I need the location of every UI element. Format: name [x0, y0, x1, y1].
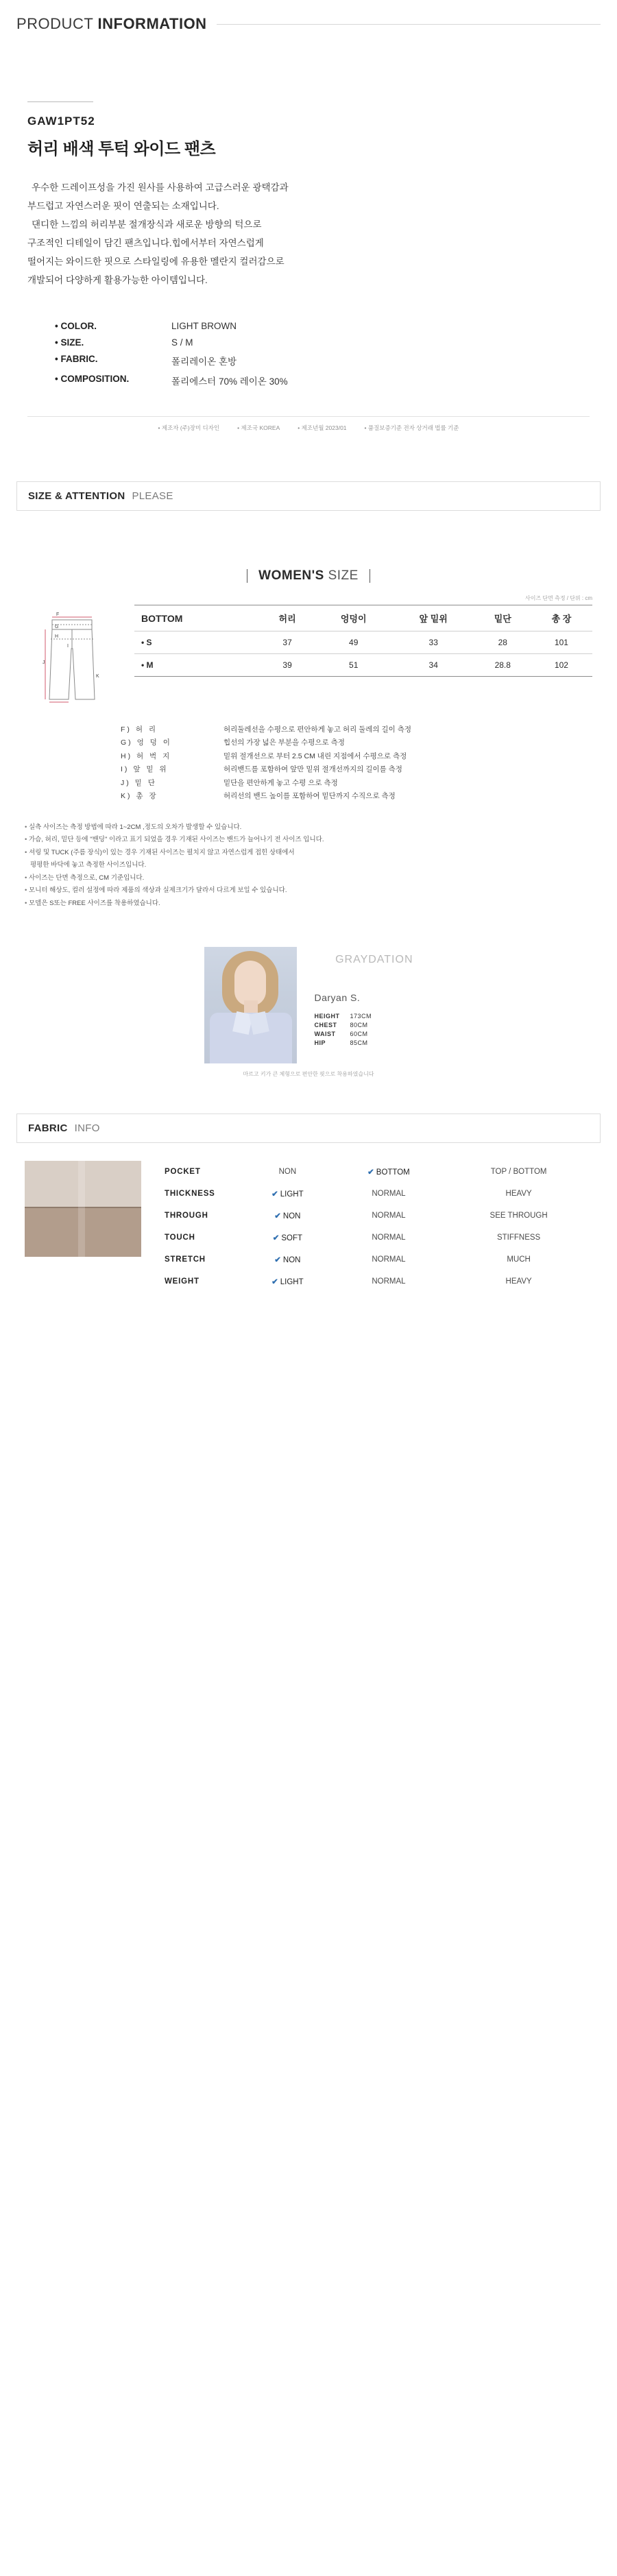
product-title: 허리 배색 투턱 와이드 팬츠 [27, 140, 216, 158]
model-info-block [0, 947, 617, 1078]
spec-key: • FABRIC. [55, 354, 171, 368]
spec-key: • COLOR. [55, 321, 171, 331]
measure-desc: 밑위 절개선으로 부터 2.5 CM 내린 지점에서 수평으로 측정 [223, 751, 407, 760]
legal-item: • 품질보증기준 전자 상거래 법률 기준 [365, 424, 459, 432]
size-cell: 49 [315, 631, 392, 654]
section-title-bold-part: PRODUCT [16, 15, 98, 32]
fabric-option: ✔ LIGHT [271, 1190, 304, 1199]
fabric-section-title: FABRIC [28, 1122, 68, 1135]
note-item: • 가슴, 허리, 밑단 등에 "밴딩" 이라고 표기 되었을 경우 기재된 사이즈는 밴드가 늘어나기 전 사이즈 입니다. [25, 834, 592, 847]
fabric-section [0, 1114, 617, 1292]
table-row [134, 631, 592, 654]
note-item: • 모니터 해상도, 컬러 설정에 따라 제품의 색상과 실제크기가 달라서 다르게 보일 수 있습니다. [25, 884, 592, 898]
heading-bold: WOMEN'S [258, 568, 324, 583]
model-name: Daryan S. [314, 992, 361, 1004]
spec-value: S / M [171, 337, 193, 348]
manufacturing-legal-info [27, 416, 590, 432]
size-table-header-row [134, 605, 592, 631]
model-stat-value: 80CM [350, 1022, 368, 1029]
model-photo [204, 947, 297, 1063]
fabric-option: NORMAL [372, 1190, 406, 1199]
fabric-option: STIFFNESS [496, 1233, 541, 1242]
description-line: 떨어지는 와이드한 핏으로 스타일링에 유용한 멜란지 컬러감으로 [27, 256, 285, 267]
size-cell: 51 [315, 654, 392, 677]
fabric-option: NORMAL [372, 1233, 406, 1242]
size-cell: 39 [259, 654, 315, 677]
swatch-fold-highlight [78, 1161, 85, 1257]
description-line: 우수한 드레이프성을 가진 원사를 사용하여 고급스러운 광택감과 [32, 182, 289, 193]
legal-item: • 제조년월 2023/01 [298, 424, 346, 432]
check-icon: ✔ [271, 1190, 278, 1199]
size-section-subtitle: PLEASE [132, 490, 173, 502]
size-row-label: • S [134, 631, 259, 654]
note-item: • 사이즈는 단면 측정으로, CM 기준입니다. [25, 872, 592, 885]
size-cell: 28 [475, 631, 531, 654]
section-title-light-part: INFORMATION [97, 15, 207, 32]
size-unit-note: 사이즈 단면 측정 / 단위 : cm [525, 595, 592, 601]
product-info-block [0, 101, 617, 387]
check-icon: ✔ [274, 1212, 281, 1221]
section-title-product-information [16, 15, 207, 33]
brand-watermark: GRAYDATION [335, 954, 413, 966]
measure-label: H) 허 벅 지 [121, 751, 172, 760]
spec-value: 폴리에스터 70% 레이온 30% [171, 376, 288, 387]
check-icon: ✔ [271, 1278, 278, 1287]
svg-text:F: F [56, 612, 60, 617]
model-stat-key: HIP [314, 1039, 326, 1047]
short-divider [27, 101, 93, 102]
size-notes [25, 821, 592, 911]
model-face-shape [234, 961, 266, 1006]
model-stat-key: WAIST [314, 1031, 336, 1038]
spec-key: • SIZE. [55, 337, 171, 348]
fabric-option: NORMAL [372, 1212, 406, 1220]
size-col-length: 총 장 [531, 605, 592, 631]
legal-item: • 제조국 KOREA [237, 424, 280, 432]
womens-size-heading [0, 568, 617, 583]
model-stat-row [315, 1013, 413, 1020]
legal-item: • 제조자 (주)장미 디자인 [158, 424, 220, 432]
size-cell: 101 [531, 631, 592, 654]
pants-measurement-diagram [25, 605, 128, 708]
check-icon: ✔ [272, 1234, 280, 1243]
note-item: • 모델은 S또는 FREE 사이즈를 착용하였습니다. [25, 898, 592, 911]
section-divider-line [217, 24, 601, 25]
size-cell: 34 [392, 654, 475, 677]
spec-value: LIGHT BROWN [171, 321, 237, 331]
fabric-row [160, 1271, 592, 1292]
model-stat-row [315, 1031, 413, 1037]
table-row [134, 654, 592, 677]
fabric-option: MUCH [507, 1255, 531, 1264]
check-icon: ✔ [274, 1256, 281, 1265]
svg-text:G: G [55, 625, 59, 629]
fabric-row [160, 1183, 592, 1205]
product-spec-list [55, 321, 590, 387]
description-line: 부드럽고 자연스러운 핏이 연출되는 소재입니다. [27, 201, 219, 211]
size-cell: 102 [531, 654, 592, 677]
svg-text:J: J [43, 660, 45, 665]
spec-row [55, 321, 590, 331]
spec-row [55, 374, 590, 387]
fabric-option: SEE THROUGH [489, 1212, 548, 1220]
fabric-option: HEAVY [505, 1277, 532, 1286]
note-item: • 셔링 및 TUCK (주름 장식)이 있는 경우 기재된 사이즈는 펼치지 않고 자연스럽게 접힌 상태에서 [25, 847, 592, 860]
model-stat-value: 173CM [350, 1013, 372, 1020]
fabric-option: ✔ SOFT [272, 1234, 303, 1243]
measure-row [121, 763, 592, 776]
fabric-row-label: POCKET [165, 1168, 201, 1177]
svg-text:K: K [96, 674, 99, 679]
size-row-label: • M [134, 654, 259, 677]
note-item: • 실측 사이즈는 측정 방법에 따라 1~2CM ,정도의 오차가 발생할 수 있습니다. [25, 821, 592, 834]
section-header-size-attention [16, 481, 601, 511]
measure-label: K) 총 장 [121, 792, 158, 801]
fabric-row-label: TOUCH [165, 1233, 195, 1242]
fabric-section-subtitle: INFO [74, 1122, 100, 1135]
size-section-title: SIZE & ATTENTION [28, 490, 125, 502]
fabric-row [160, 1249, 592, 1271]
measure-row [121, 736, 592, 749]
model-details [297, 947, 413, 1063]
svg-text:I: I [67, 644, 69, 649]
model-card [204, 947, 413, 1063]
size-col-front-rise: 앞 밑위 [392, 605, 475, 631]
size-table [134, 605, 592, 677]
measure-desc: 허리밴드를 포함하여 앞만 밑위 절개선까지의 길이를 측정 [223, 765, 402, 774]
description-line: 개발되어 다양하게 활용가능한 아이템입니다. [27, 275, 208, 285]
fabric-row [160, 1205, 592, 1227]
pants-diagram-svg [25, 609, 128, 705]
size-cell: 33 [392, 631, 475, 654]
section-header-product-information [0, 0, 617, 33]
measure-label: I) 앞 밑 위 [121, 765, 169, 774]
check-icon: ✔ [367, 1168, 374, 1177]
fabric-option: ✔ NON [274, 1256, 301, 1265]
fabric-option: ✔ BOTTOM [367, 1168, 410, 1177]
fabric-option: TOP / BOTTOM [490, 1168, 547, 1177]
fabric-row-label: THICKNESS [165, 1190, 215, 1199]
product-description [27, 178, 590, 289]
heading-light: SIZE [324, 568, 359, 583]
fabric-row-label: WEIGHT [165, 1277, 199, 1286]
fabric-option: NORMAL [372, 1277, 406, 1286]
measure-row [121, 777, 592, 790]
measurement-guide [121, 723, 592, 804]
product-code: GAW1PT52 [27, 115, 95, 128]
model-stat-key: HEIGHT [314, 1013, 340, 1020]
model-stat-key: CHEST [314, 1022, 337, 1029]
fabric-detail-area [0, 1143, 617, 1292]
spec-row [55, 354, 590, 368]
model-stat-value: 85CM [350, 1039, 368, 1047]
size-col-hem: 밑단 [475, 605, 531, 631]
fabric-row [160, 1227, 592, 1249]
svg-text:H: H [55, 634, 59, 639]
measure-desc: 밑단을 편안하게 놓고 수평 으로 측정 [223, 778, 338, 787]
fabric-option: HEAVY [505, 1190, 532, 1199]
measure-row [121, 790, 592, 803]
model-stat-value: 60CM [350, 1031, 368, 1038]
size-cell: 37 [259, 631, 315, 654]
note-item-continued: 평평한 바닥에 놓고 측정한 사이즈입니다. [30, 861, 147, 869]
size-chart-area [0, 605, 617, 708]
measure-row [121, 750, 592, 763]
spec-row [55, 337, 590, 348]
measure-desc: 힙선의 가장 넓은 부분을 수평으로 측정 [223, 738, 345, 747]
fabric-option: ✔ LIGHT [271, 1278, 304, 1287]
size-col-waist: 허리 [259, 605, 315, 631]
fabric-swatch-photo [25, 1161, 141, 1257]
spec-value: 폴리레이온 혼방 [171, 357, 237, 367]
section-header-fabric-info [16, 1114, 601, 1143]
fabric-row-label: THROUGH [165, 1212, 208, 1220]
measure-label: F) 허 리 [121, 725, 158, 734]
size-cell: 28.8 [475, 654, 531, 677]
model-caption: 마르고 키가 큰 체형으로 편안한 핏으로 착용하였습니다 [243, 1071, 374, 1078]
size-col-hip: 엉덩이 [315, 605, 392, 631]
fabric-row [160, 1161, 592, 1183]
model-stat-row [315, 1022, 413, 1028]
fabric-properties-table [160, 1161, 592, 1292]
fabric-row-label: STRETCH [165, 1255, 206, 1264]
measure-label: G) 엉 덩 이 [121, 738, 172, 747]
model-stat-row [315, 1039, 413, 1046]
size-col-bottom: BOTTOM [134, 605, 259, 631]
fabric-option: NON [278, 1168, 297, 1177]
measure-desc: 허리둘레선을 수평으로 편안하게 놓고 허리 둘레의 길이 측정 [223, 725, 411, 734]
model-measurements [315, 1013, 413, 1046]
description-line: 댄디한 느낌의 허리부분 절개장식과 새로운 방향의 턱으로 [32, 219, 262, 230]
spec-key: • COMPOSITION. [55, 374, 171, 387]
description-line: 구조적인 디테일이 담긴 팬츠입니다.힙에서부터 자연스럽게 [27, 238, 264, 248]
measure-row [121, 723, 592, 736]
measure-label: J) 밑 단 [121, 778, 157, 787]
fabric-option: ✔ NON [274, 1212, 301, 1221]
fabric-option: NORMAL [372, 1255, 406, 1264]
measure-desc: 허리선의 밴드 높이를 포함하여 밑단까지 수직으로 측정 [223, 792, 396, 801]
